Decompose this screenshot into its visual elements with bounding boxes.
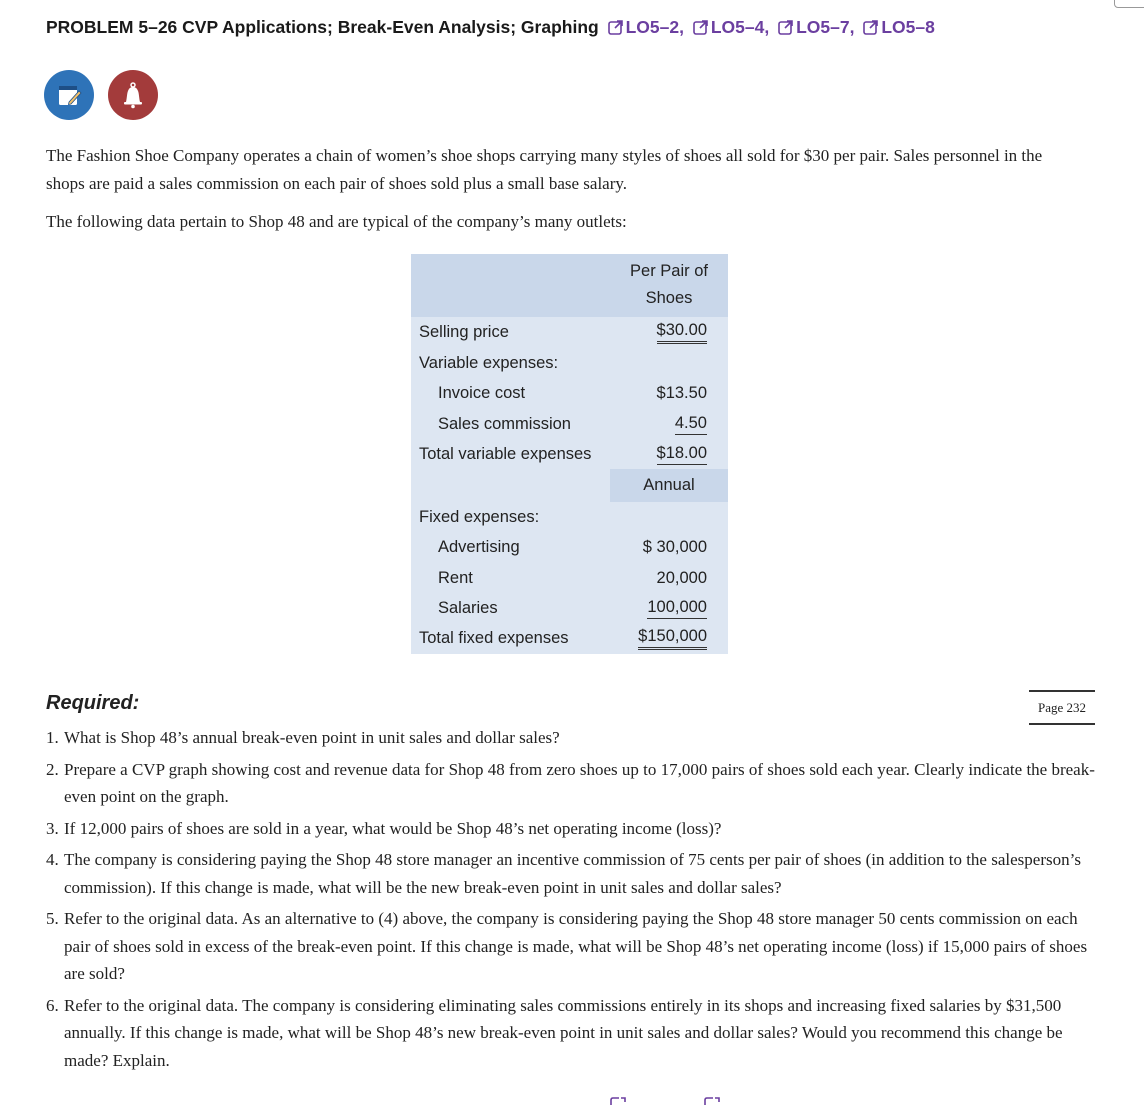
- list-item: 1. What is Shop 48’s annual break-even point in unit sales and dollar sales?: [46, 728, 560, 747]
- row-value: $13.50: [656, 384, 707, 402]
- bell-icon: [118, 80, 148, 110]
- row-value: 20,000: [656, 568, 707, 587]
- table-row: [411, 563, 728, 593]
- notepad-pencil-icon: [54, 80, 84, 110]
- row-label: Invoice cost: [438, 384, 526, 402]
- list-item: 5. Refer to the original data. As an alternative to (4) above, the company is considering paying the Shop 48 store manager 50 cents commission on each pair of shoes sold in excess of the break-even point. If this change is made, what will be Shop 48’s net operating income (loss) if 15,000 pairs of shoes are sold?: [46, 909, 1088, 983]
- list-item: 4. The company is considering paying the Shop 48 store manager an incentive commission of 75 cents per pair of shoes (in addition to the salesperson’s commission). If this change is made, what will be the new break-even point in unit sales and dollar sales?: [46, 850, 1081, 897]
- problem-badges: [44, 70, 158, 120]
- lo-link-1[interactable]: LO5–2,: [604, 17, 684, 37]
- external-link-icon: [863, 19, 879, 35]
- alert-badge[interactable]: [108, 70, 158, 120]
- row-label: Advertising: [438, 538, 520, 556]
- row-label: Variable expenses:: [419, 353, 559, 372]
- table-row: [411, 532, 728, 563]
- row-value: $30.00: [657, 321, 707, 344]
- list-item: 6. Refer to the original data. The company is considering eliminating sales commissions entirely in its shops and increasing fixed salaries by $31,500 annually. If this change is made, what will be Shop 48’s new break-even point in unit sales and dollar sales? Would you recommend this change be made? Explain.: [46, 995, 1063, 1070]
- row-label: Fixed expenses:: [419, 507, 540, 526]
- intro-paragraph: The Fashion Shoe Company operates a chain of women’s shoe shops carrying many styles of shoes all sold for $30 per pair. Sales personnel in the shops are paid a sales commission on each pair of shoes sold plus a small base salary.: [46, 146, 1043, 193]
- table-row: [411, 502, 728, 532]
- table-row: [411, 409, 728, 439]
- cost-data-table: [411, 254, 728, 654]
- problem-title: [46, 17, 935, 38]
- table-header-annual: Annual: [411, 469, 728, 502]
- row-value: $18.00: [657, 444, 707, 465]
- row-label: Total fixed expenses: [419, 629, 569, 647]
- row-label: Selling price: [419, 323, 509, 341]
- row-label: Rent: [438, 568, 473, 587]
- lo-link-3[interactable]: LO5–7,: [774, 17, 854, 37]
- table-row: [411, 593, 728, 623]
- table-row: [411, 439, 728, 469]
- lo-link-2[interactable]: LO5–4,: [689, 17, 769, 37]
- external-link-icon: [608, 19, 624, 35]
- page-marker: Page 232: [1029, 690, 1095, 725]
- row-value: 100,000: [647, 598, 707, 619]
- external-link-icon: [693, 19, 709, 35]
- row-label: Sales commission: [438, 414, 571, 433]
- list-item: 2. Prepare a CVP graph showing cost and revenue data for Shop 48 from zero shoes up to 17,000 pairs of shoes sold each year. Clearly indicate the break-even point on the graph.: [46, 759, 1095, 806]
- row-value: $ 30,000: [642, 538, 707, 556]
- required-heading: Required:: [46, 692, 140, 714]
- title-text: PROBLEM 5–26 CVP Applications; Break-Even Analysis; Graphing: [46, 17, 599, 37]
- writing-badge[interactable]: [44, 70, 94, 120]
- table-row: [411, 623, 728, 654]
- row-label: Salaries: [438, 598, 498, 617]
- table-row: [411, 378, 728, 409]
- intro-data-note: The following data pertain to Shop 48 and are typical of the company’s many outlets:: [46, 212, 627, 231]
- row-value: $150,000: [638, 627, 707, 650]
- row-label: Total variable expenses: [419, 444, 592, 463]
- requirements-list: [46, 724, 1101, 1078]
- external-link-icon: [778, 19, 794, 35]
- window-corner: [1114, 0, 1144, 8]
- table-row: [411, 348, 728, 378]
- table-header-per-pair: Per Pair of Shoes: [411, 254, 728, 317]
- table-row: [411, 317, 728, 348]
- row-value: 4.50: [675, 414, 707, 435]
- lo-link-4[interactable]: LO5–8: [859, 17, 935, 37]
- list-item: 3. If 12,000 pairs of shoes are sold in a year, what would be Shop 48’s net operating income (loss)?: [46, 818, 722, 838]
